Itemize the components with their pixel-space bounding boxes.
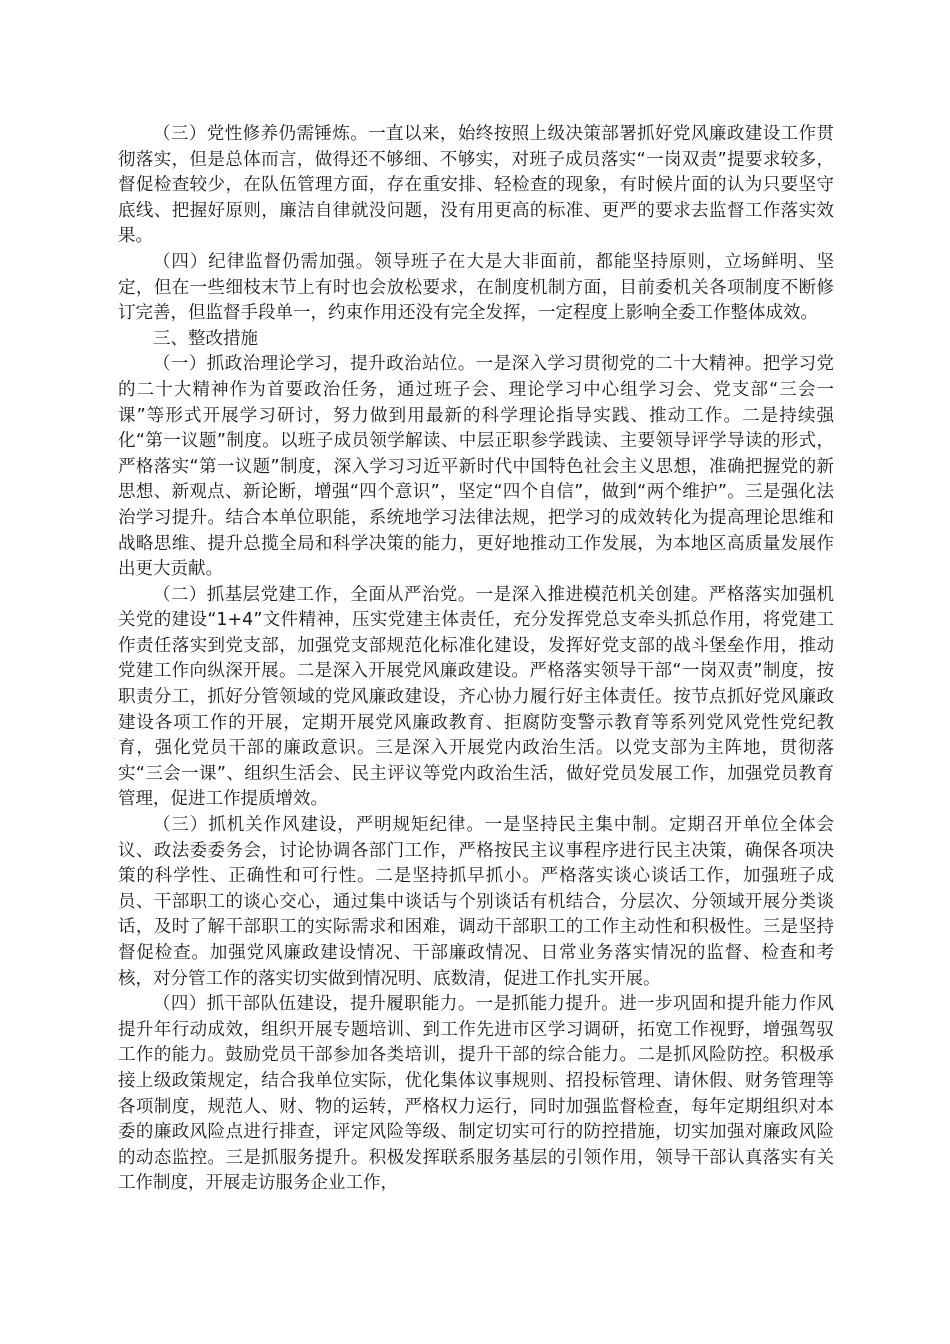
- paragraph-work-style: （三）抓机关作风建设，严明规矩纪律。一是坚持民主集中制。定期召开单位全体会议、政法委委务会，讨论协调各部门工作，严格按民主议事程序进行民主决策，确保各项决策的科学性、正确性和可行性。二是坚持抓早抓小。严格落实谈心谈话工作，加强班子成员、干部职工的谈心交心，通过集中谈话与个别谈话有机结合，分层次、分领域开展分类谈话，及时了解干部职工的实际需求和困难，调动干部职工的工作主动性和积极性。三是坚持督促检查。加强党风廉政建设情况、干部廉政情况、日常业务落实情况的监督、检查和考核，对分管工作的落实切实做到情况明、底数清，促进工作扎实开展。: [118, 815, 834, 989]
- section-heading-rectification: 三、整改措施: [153, 328, 258, 349]
- paragraph-political-theory: （一）抓政治理论学习，提升政治站位。一是深入学习贯彻党的二十大精神。把学习党的二十大精神作为首要政治任务，通过班子会、理论学习中心组学习会、党支部“三会一课”等形式开展学习研讨，努力做到用最新的科学理论指导实践、推动工作。二是持续强化“第一议题”制度。以班子成员领学解读、中层正职参学践读、主要领导评学导读的形式，严格落实“第一议题”制度，深入学习习近平新时代中国特色社会主义思想，准确把握党的新思想、新观点、新论断，增强“四个意识”，坚定“四个自信”，做到“两个维护”。三是强化法治学习提升。结合本单位职能，系统地学习法律法规，把学习的成效转化为提高理论思维和战略思维、提升总揽全局和科学决策的能力，更好地推动工作发展，为本地区高质量发展作出更大贡献。: [118, 354, 834, 580]
- document-body: [118, 122, 834, 1197]
- paragraph-cadre-team: （四）抓干部队伍建设，提升履职能力。一是抓能力提升。进一步巩固和提升能力作风提升年行动成效，组织开展专题培训、到工作先进市区学习调研，拓宽工作视野，增强驾驭工作的能力。鼓励党员干部参加各类培训，提升干部的综合能力。二是抓风险防控。积极承接上级政策规定，结合我单位实际，优化集体议事规则、招投标管理、请休假、财务管理等各项制度，规范人、财、物的运转，严格权力运行，同时加强监督检查，每年定期组织对本委的廉政风险点进行排查，评定风险等级、制定切实可行的防控措施，切实加强对廉政风险的动态监控。三是抓服务提升。积极发挥联系服务基层的引领作用，领导干部认真落实有关工作制度，开展走访服务企业工作，: [118, 994, 834, 1194]
- paragraph-grassroots-party-building: （二）抓基层党建工作，全面从严治党。一是深入推进模范机关创建。严格落实加强机关党的建设“1+4”文件精神，压实党建主体责任，充分发挥党总支牵头抓总作用，将党建工作责任落实到党支部，加强党支部规范化标准化建设，发挥好党支部的战斗堡垒作用，推动党建工作向纵深开展。二是深入开展党风廉政建设。严格落实领导干部“一岗双责”制度，按职责分工，抓好分管领域的党风廉政建设，齐心协力履行好主体责任。按节点抓好党风廉政建设各项工作的开展，定期开展党风廉政教育、拒腐防变警示教育等系列党风党性党纪教育，强化党员干部的廉政意识。三是深入开展党内政治生活。以党支部为主阵地，贯彻落实“三会一课”、组织生活会、民主评议等党内政治生活，做好党员发展工作，加强党员教育管理，促进工作提质增效。: [118, 584, 834, 810]
- paragraph-discipline-supervision: （四）纪律监督仍需加强。领导班子在大是大非面前，都能坚持原则，立场鲜明、坚定，但在一些细枝末节上有时也会放松要求，在制度机制方面，目前委机关各项制度不断修订完善，但监督手段单一，约束作用还没有完全发挥，一定程度上影响全委工作整体成效。: [118, 251, 834, 324]
- paragraph-party-spirit: （三）党性修养仍需锤炼。一直以来，始终按照上级决策部署抓好党风廉政建设工作贯彻落实，但是总体而言，做得还不够细、不够实，对班子成员落实“一岗双责”提要求较多，督促检查较少，在队伍管理方面，存在重安排、轻检查的现象，有时候片面的认为只要坚守底线、把握好原则，廉洁自律就没问题，没有用更高的标准、更严的要求去监督工作落实效果。: [118, 124, 834, 247]
